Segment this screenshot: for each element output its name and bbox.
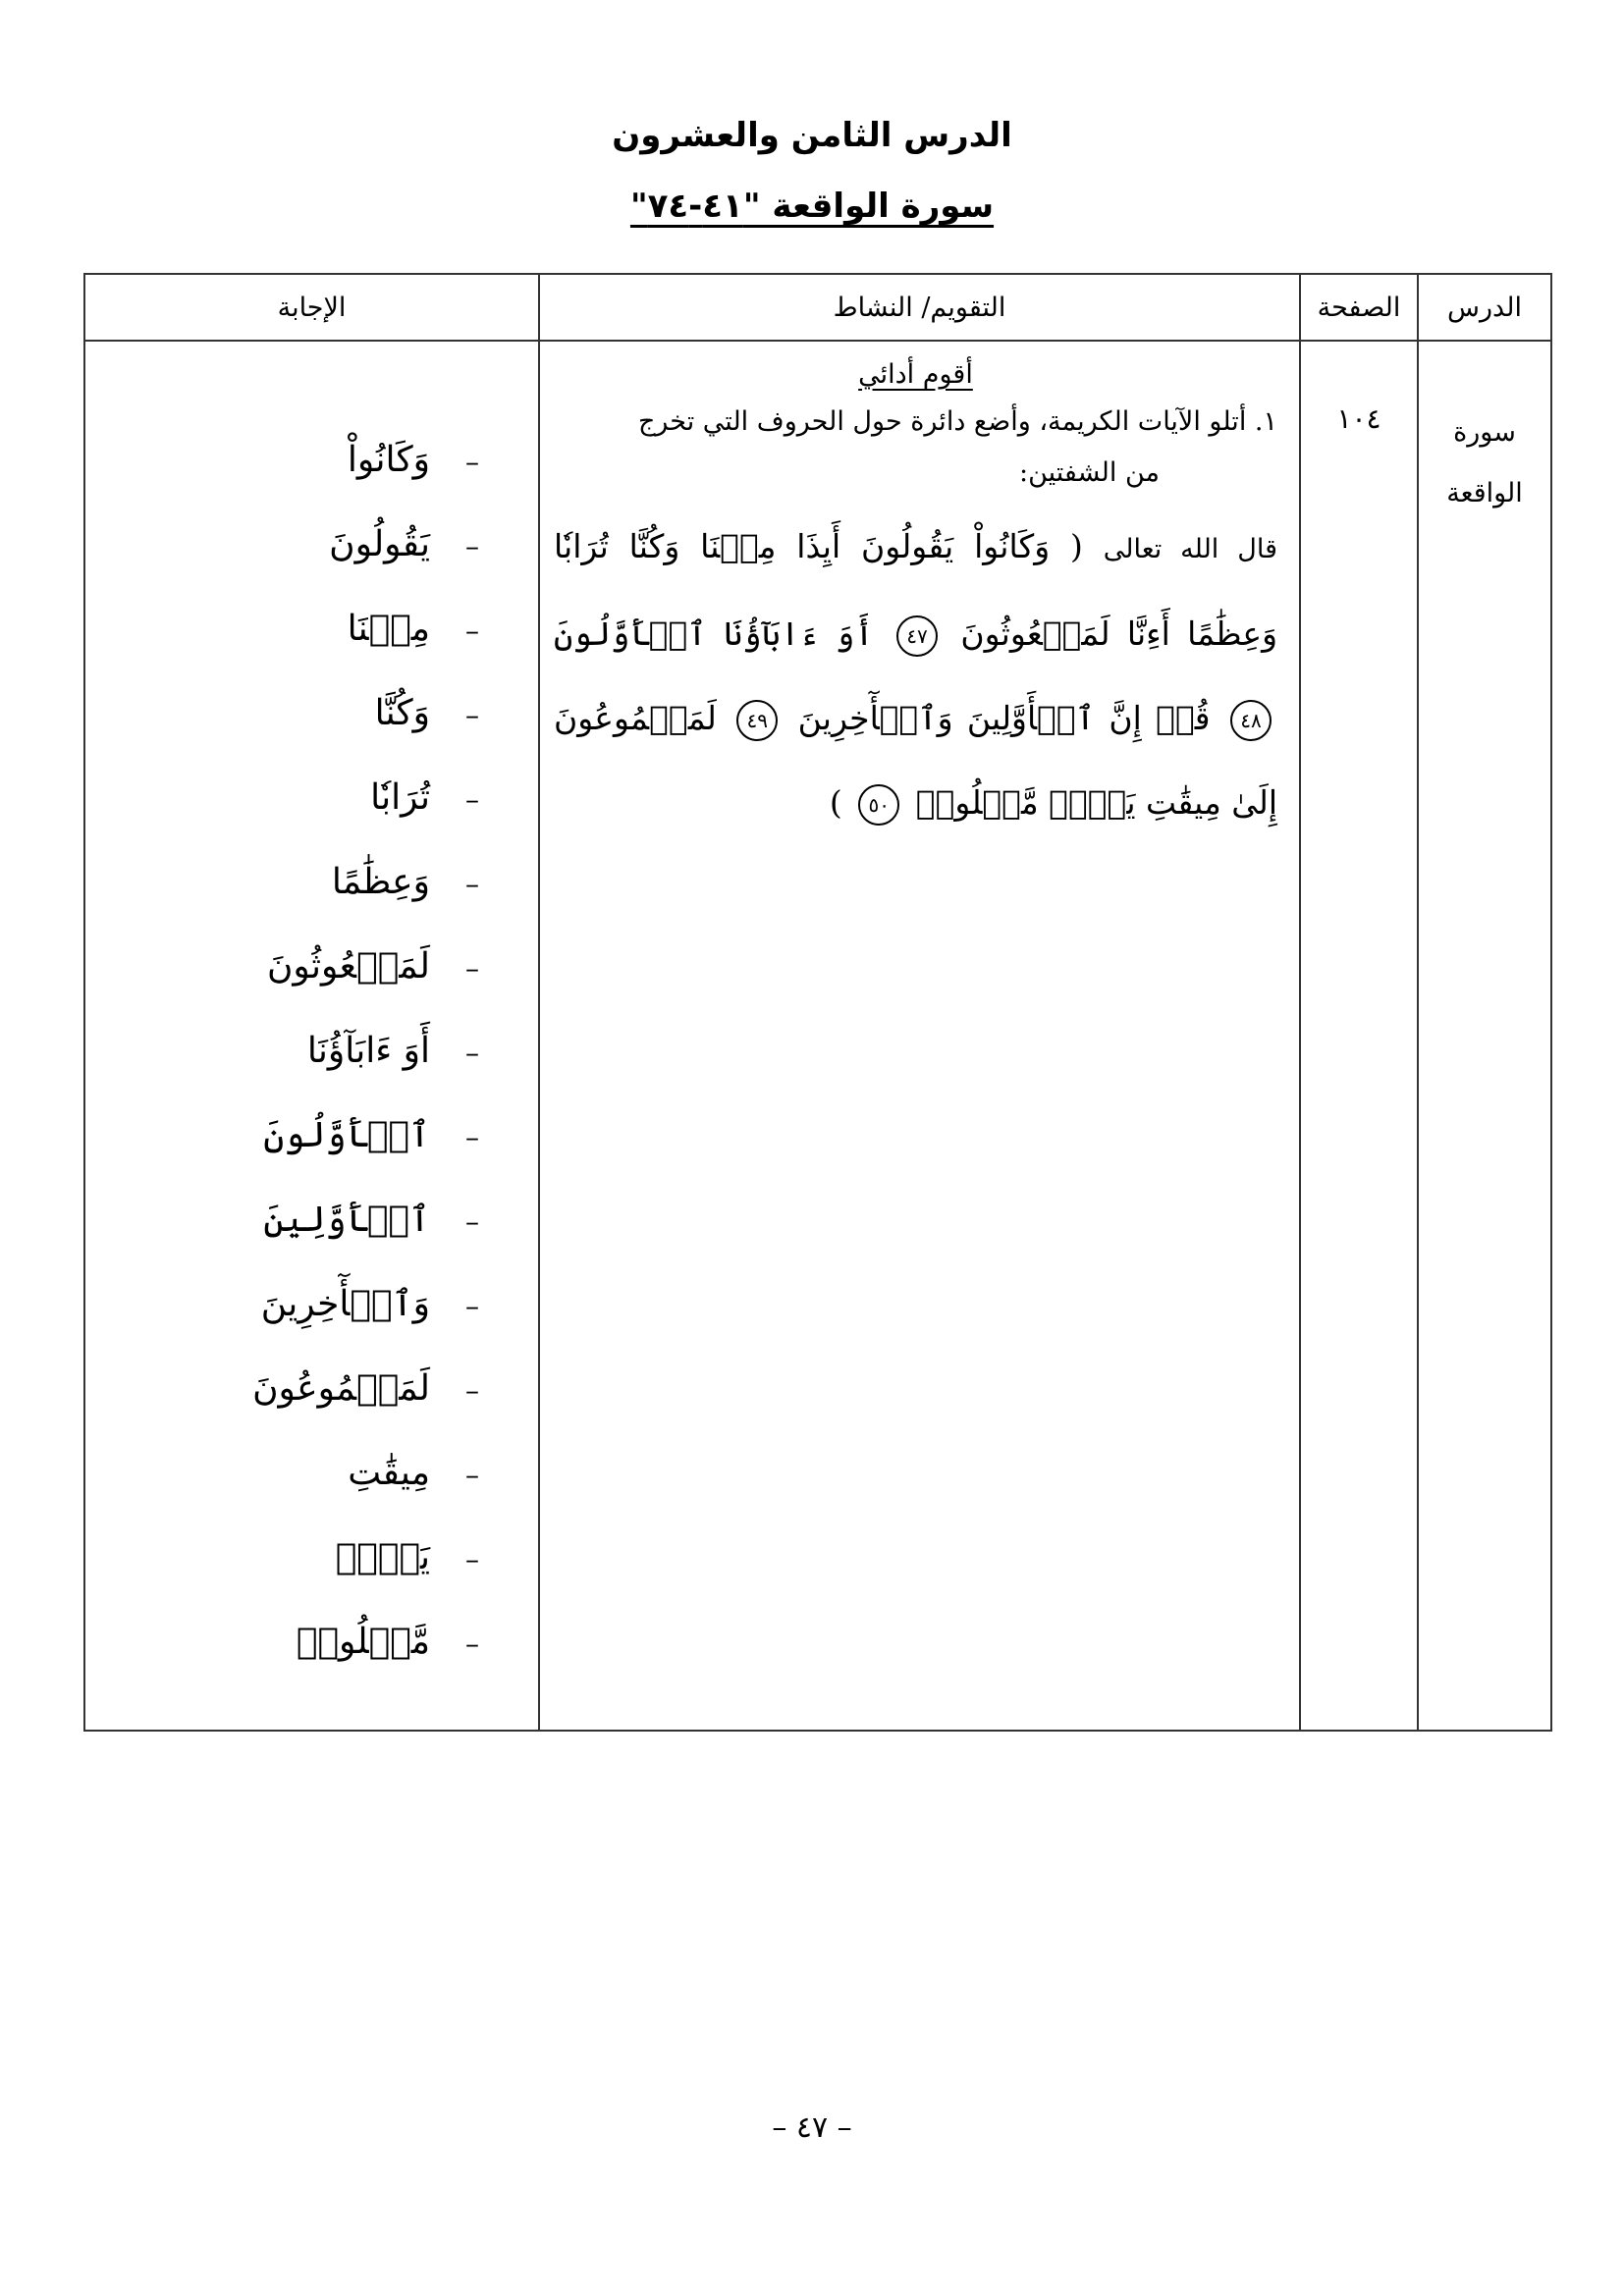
page-cell: ١٠٤ bbox=[1300, 341, 1418, 1731]
answer-dash: – bbox=[465, 1205, 479, 1238]
answer-list bbox=[85, 342, 538, 1684]
header-page: الصفحة bbox=[1300, 274, 1418, 341]
list-item bbox=[85, 671, 538, 756]
quran-verse bbox=[554, 505, 1277, 845]
list-item bbox=[85, 756, 538, 840]
list-item bbox=[85, 1262, 538, 1347]
answer-word: أَوَ ءَابَآؤُنَا bbox=[306, 1031, 430, 1071]
list-item bbox=[85, 840, 538, 925]
verse-part-3: قُلۡ إِنَّ ٱلۡأَوَّلِينَ وَٱلۡأٓخِرِينَ bbox=[797, 699, 1211, 737]
answer-word: ٱلۡأَوَّلِينَ bbox=[263, 1200, 430, 1240]
surah-title-text: سورة الواقعة "٤١-٧٤" bbox=[629, 187, 995, 226]
list-item bbox=[85, 587, 538, 671]
answer-dash: – bbox=[465, 1543, 479, 1575]
answer-dash: – bbox=[465, 614, 479, 647]
answer-cell bbox=[84, 341, 539, 1731]
lesson-cell bbox=[1418, 341, 1551, 1731]
answer-dash: – bbox=[465, 1459, 479, 1491]
header-activity: التقويم/ النشاط bbox=[539, 274, 1300, 341]
answer-word: ٱلۡأَوَّلُونَ bbox=[263, 1115, 430, 1155]
list-item bbox=[85, 1009, 538, 1094]
ayah-number-50: ٥٠ bbox=[858, 784, 899, 826]
table-header-row bbox=[84, 274, 1551, 341]
ayah-number-47: ٤٧ bbox=[896, 615, 938, 657]
answer-word: يَوۡمٖ bbox=[335, 1537, 430, 1577]
page-number: – ٤٧ – bbox=[772, 2110, 852, 2145]
verse-part-2: أَوَ ءَابَآؤُنَا ٱلۡأَوَّلُونَ bbox=[554, 614, 874, 653]
activity-subtitle bbox=[554, 353, 1277, 397]
list-item bbox=[85, 1600, 538, 1684]
answer-dash: – bbox=[465, 1374, 479, 1407]
answer-word: مِتۡنَا bbox=[347, 609, 430, 649]
list-item bbox=[85, 925, 538, 1009]
verse-part-1: ( وَكَانُواْ يَقُولُونَ أَيِذَا مِتۡنَا وَكُنَّا تُرَابٗا وَعِظَٰمًا أَءِنَّا لَمَبۡعُوثُونَ bbox=[554, 527, 1278, 653]
answer-word: مِيقَٰتِ bbox=[348, 1453, 430, 1493]
list-item bbox=[85, 1347, 538, 1431]
verse-close: ) bbox=[829, 783, 842, 822]
answer-word: وَعِظَٰمًا bbox=[331, 862, 430, 902]
list-item bbox=[85, 1516, 538, 1600]
answer-dash: – bbox=[465, 1121, 479, 1153]
header-answer: الإجابة bbox=[84, 274, 539, 341]
list-item bbox=[85, 1431, 538, 1516]
list-item bbox=[85, 418, 538, 503]
lesson-name-line2: الواقعة bbox=[1446, 478, 1523, 508]
question-line-2: من الشفتين: bbox=[1018, 457, 1160, 488]
answer-word: وَكُنَّا bbox=[374, 693, 430, 733]
activity-subtitle-text: أقوم أدائي bbox=[858, 359, 973, 390]
surah-title bbox=[0, 187, 1624, 226]
list-item bbox=[85, 1178, 538, 1262]
answer-dash: – bbox=[465, 952, 479, 985]
answer-dash: – bbox=[465, 868, 479, 900]
verse-part-4: لَمَجۡمُوعُونَ إِلَىٰ مِيقَٰتِ يَوۡمٖ مَّعۡلُومٖ bbox=[554, 699, 1277, 822]
answer-dash: – bbox=[465, 446, 479, 478]
ayah-number-49: ٤٩ bbox=[736, 700, 778, 741]
verse-intro: قال الله تعالى bbox=[1103, 534, 1277, 564]
answer-word: وَكَانُواْ bbox=[347, 440, 430, 480]
answer-dash: – bbox=[465, 699, 479, 731]
lesson-title: الدرس الثامن والعشرون bbox=[612, 116, 1012, 155]
header-lesson: الدرس bbox=[1418, 274, 1551, 341]
list-item bbox=[85, 1094, 538, 1178]
answer-dash: – bbox=[465, 530, 479, 562]
answer-word: وَٱلۡأٓخِرِينَ bbox=[260, 1284, 430, 1324]
ayah-number-48: ٤٨ bbox=[1230, 700, 1272, 741]
table-row bbox=[84, 341, 1551, 1731]
answer-word: مَّعۡلُومٖ bbox=[296, 1622, 430, 1662]
question-line-1: ١. أتلو الآيات الكريمة، وأضع دائرة حول الحروف التي تخرج bbox=[637, 406, 1277, 437]
answer-dash: – bbox=[465, 783, 479, 816]
answer-dash: – bbox=[465, 1290, 479, 1322]
list-item bbox=[85, 503, 538, 587]
lesson-table bbox=[83, 273, 1552, 1732]
answer-dash: – bbox=[465, 1628, 479, 1660]
answer-dash: – bbox=[465, 1037, 479, 1069]
lesson-name-line1: سورة bbox=[1453, 417, 1516, 448]
answer-word: لَمَبۡعُوثُونَ bbox=[266, 946, 430, 987]
answer-word: يَقُولُونَ bbox=[329, 524, 430, 564]
answer-word: تُرَابٗا bbox=[370, 777, 430, 818]
activity-cell bbox=[539, 341, 1300, 1731]
answer-word: لَمَجۡمُوعُونَ bbox=[252, 1368, 430, 1409]
